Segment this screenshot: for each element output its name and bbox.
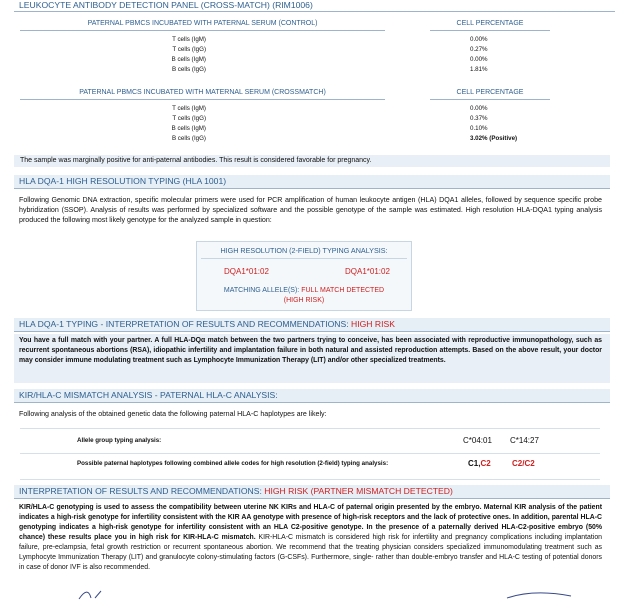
kir-table-divider [20,453,600,454]
kir-row2-v1 [468,459,491,468]
control-col-header: CELL PERCENTAGE [430,18,550,31]
crossmatch-row-label: T cells (IgG) [172,115,206,122]
interp2-title-text: INTERPRETATION OF RESULTS AND RECOMMENDATIONS: [19,486,262,496]
dqa-section-title: HLA DQA-1 HIGH RESOLUTION TYPING (HLA 1001) [14,175,610,189]
panel-title [14,0,615,12]
interp1-risk: HIGH RISK [351,319,395,329]
crossmatch-col-header: CELL PERCENTAGE [430,87,550,100]
crossmatch-header: PATERNAL PBMCS INCUBATED WITH MATERNAL SERUM (CROSSMATCH) [20,87,385,100]
typing-match-value: FULL MATCH DETECTED [301,287,385,294]
kir-row2-v1a: C1, [468,459,481,468]
crossmatch-row-label: T cells (IgM) [172,105,206,112]
crossmatch-row-value-positive: 3.02% (Positive) [470,135,518,142]
interp2-normal: KIR-HLA-C mismatch is considered high risk for infertility and pregnancy complications including implantation failure, pre-eclampsia, fetal growth restriction or recurrent spontaneous abortion. We recommend that the treating physician considers specialized immunomodulating treatment such as Lymphocyte Immunization Therapy (LIT) and granulocyte colony-stimulating factors (G-CSFs). Furthermore, single- rather than double-embryo transfer and HLA-C testing of potential donors in case of donor IVF is also recommended. [19,534,602,571]
kir-row2-label: Possible paternal haplotypes following combined allele codes for high resolution (2-field) typing analysis: [77,460,389,467]
typing-match-label: MATCHING ALLELE(S): [223,287,300,294]
interp2-risk: HIGH RISK (PARTNER MISMATCH DETECTED) [264,486,453,496]
control-row-value: 0.00% [470,56,488,63]
control-row-label: T cells (IgG) [172,46,206,53]
crossmatch-row-label: B cells (IgM) [171,125,206,132]
kir-row1-v2: C*14:27 [510,436,539,445]
crossmatch-note: The sample was marginally positive for anti-paternal antibodies. This result is considered favorable for pregnancy. [20,157,372,164]
typing-title: HIGH RESOLUTION (2-FIELD) TYPING ANALYSIS: [220,246,388,255]
kir-intro: Following analysis of the obtained genetic data the following paternal HLA-C haplotypes are likely: [19,410,327,418]
kir-title: KIR/HLA-C MISMATCH ANALYSIS - PATERNAL HLA-C ANALYSIS: [14,389,610,403]
kir-row2-v1b: C2 [480,459,491,468]
panel-title-text: LEUKOCYTE ANTIBODY DETECTION PANEL (CROSS-MATCH) (RIM1006) [19,0,313,10]
signature-right [505,590,575,600]
interp2-bold: KIR/HLA-C genotyping is used to assess the compatibility between uterine NK KIRs and HLA-C of paternal origin presented by the embryo. Maternal KIR analysis of the patient indicates a high-risk genotype for infertility consistent with the KIR AA genotype with presence of high-risk receptors and the lack of protective ones. In addition, parental HLA-C genotyping indicates a high-risk genotype for infertility consistent with an HLA C2-positive genotype. In the presence of a paternally derived HLA-C2-positive embryo (50% chance) these results place you in high risk for KIR-HLA-C mismatch. [19,504,602,541]
kir-row2-v2: C2/C2 [512,459,535,468]
crossmatch-row-label: B cells (IgG) [171,135,206,142]
kir-row1-v1: C*04:01 [463,436,492,445]
crossmatch-row-value: 0.10% [470,125,488,132]
crossmatch-note-band [14,155,610,167]
interp2-text [19,503,602,573]
typing-divider [201,258,407,259]
control-row-value: 0.27% [470,46,488,53]
typing-match-line [190,287,418,294]
interp1-title [14,318,610,332]
interp1-title-text: HLA DQA-1 TYPING - INTERPRETATION OF RESULTS AND RECOMMENDATIONS: [19,319,349,329]
kir-row1-label: Allele group typing analysis: [77,437,162,444]
control-row-value: 1.81% [470,66,488,73]
dqa-description: Following Genomic DNA extraction, specific molecular primers were used for PCR amplification of human leukocyte antigen (HLA) DQA1 alleles, followed by sequence specific probe hybridization (SSOP). Analysis of results was performed by specialized software and the possible genotype of the sample was estimated. High resolution HLA-DQA1 typing analysis produced the following most likely genotype for the analyzed sample in question: [19,196,602,224]
typing-allele-1: DQA1*01:02 [224,267,269,276]
control-header: PATERNAL PBMCS INCUBATED WITH PATERNAL SERUM (CONTROL) [20,18,385,31]
control-row-value: 0.00% [470,36,488,43]
control-row-label: B cells (IgG) [171,66,206,73]
crossmatch-row-value: 0.37% [470,115,488,122]
interp2-title [14,485,610,499]
control-row-label: T cells (IgM) [172,36,206,43]
typing-match-risk: (HIGH RISK) [283,297,325,304]
interp1-text: You have a full match with your partner. A full HLA-DQα match between the two partners trying to conceive, has been associated with reproductive immunopathology, such as recurrent spontaneous abortions (RSA), idiopathic infertility and implantation failure in both natural and assisted reproduction attempts. Based on the above result, your doctor may consider immune modulating treatment such as Lymphocyte Immunization Therapy (LIT) and/or other specialized treatments. [19,337,602,364]
signature-left [75,588,115,600]
crossmatch-row-value: 0.00% [470,105,488,112]
control-row-label: B cells (IgM) [171,56,206,63]
typing-allele-2: DQA1*01:02 [345,267,390,276]
